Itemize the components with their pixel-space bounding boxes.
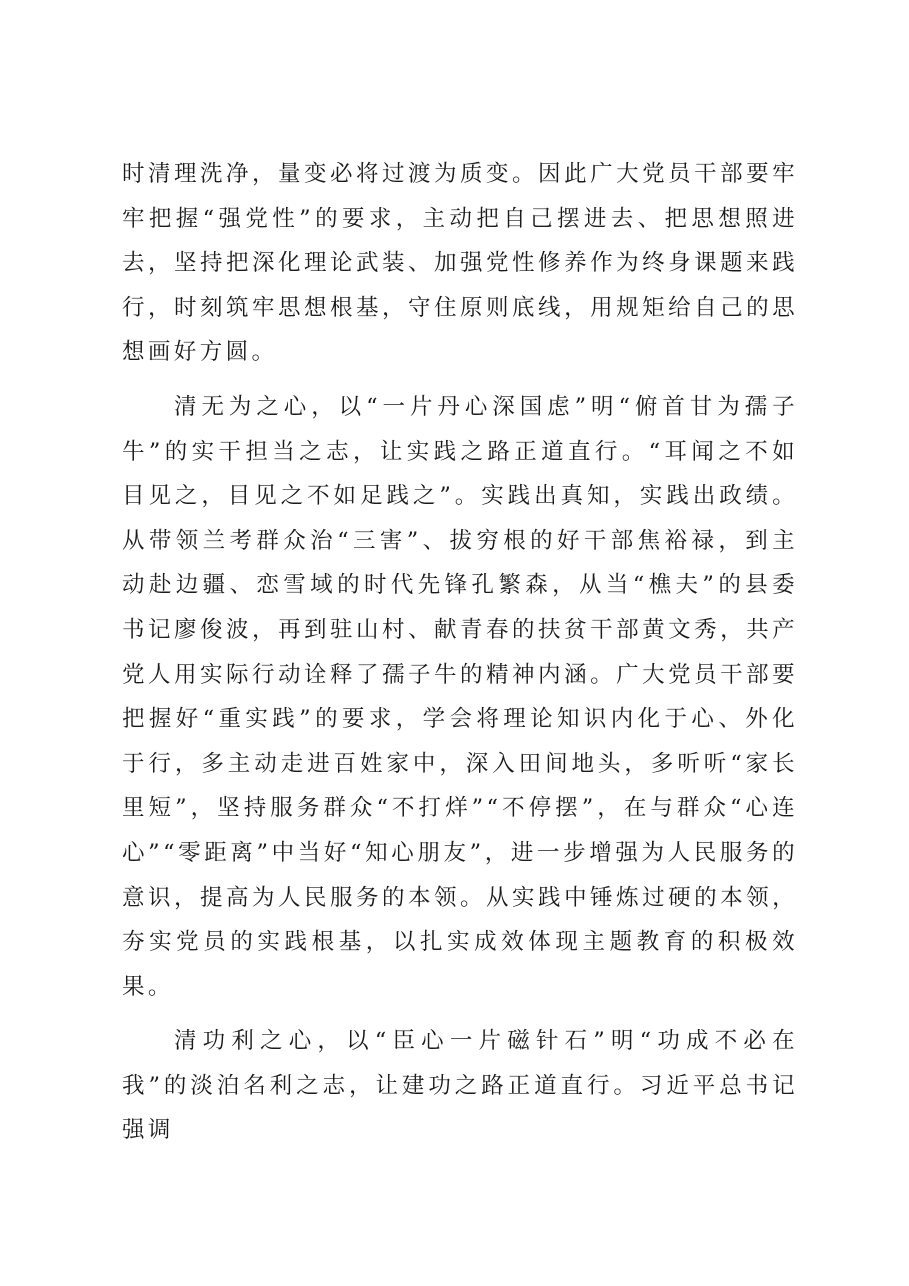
paragraph-continuation: 时清理洗净，量变必将过渡为质变。因此广大党员干部要牢牢把握“强党性”的要求，主动把自己摆进去、把思想照进去，坚持把深化理论武装、加强党性修养作为终身课题来践行，时刻筑牢思想根基，守住原则底线，用规矩给自己的思想画好方圆。	[122, 161, 798, 366]
paragraph-practice: 清无为之心，以“一片丹心深国虑”明“俯首甘为孺子牛”的实干担当之志，让实践之路正道直行。“耳闻之不如目见之，目见之不如足践之”。实践出真知，实践出政绩。从带领兰考群众治“三害”、拔穷根的好干部焦裕禄，到主动赴边疆、恋雪域的时代先锋孔繁森，从当“樵夫”的县委书记廖俊波，再到驻山村、献青春的扶贫干部黄文秀，共产党人用实际行动诠释了孺子牛的精神内涵。广大党员干部要把握好“重实践”的要求，学会将理论知识内化于心、外化于行，多主动走进百姓家中，深入田间地头，多听听“家长里短”，坚持服务群众“不打烊”“不停摆”，在与群众“心连心”“零距离”中当好“知心朋友”，进一步增强为人民服务的意识，提高为人民服务的本领。从实践中锤炼过硬的本领，夯实党员的实践根基，以扎实成效体现主题教育的积极效果。	[122, 393, 798, 1000]
paragraph-merit: 清功利之心，以“臣心一片磁针石”明“功成不必在我”的淡泊名利之志，让建功之路正道直行。习近平总书记强调	[122, 1028, 798, 1144]
document-body	[122, 152, 798, 1163]
